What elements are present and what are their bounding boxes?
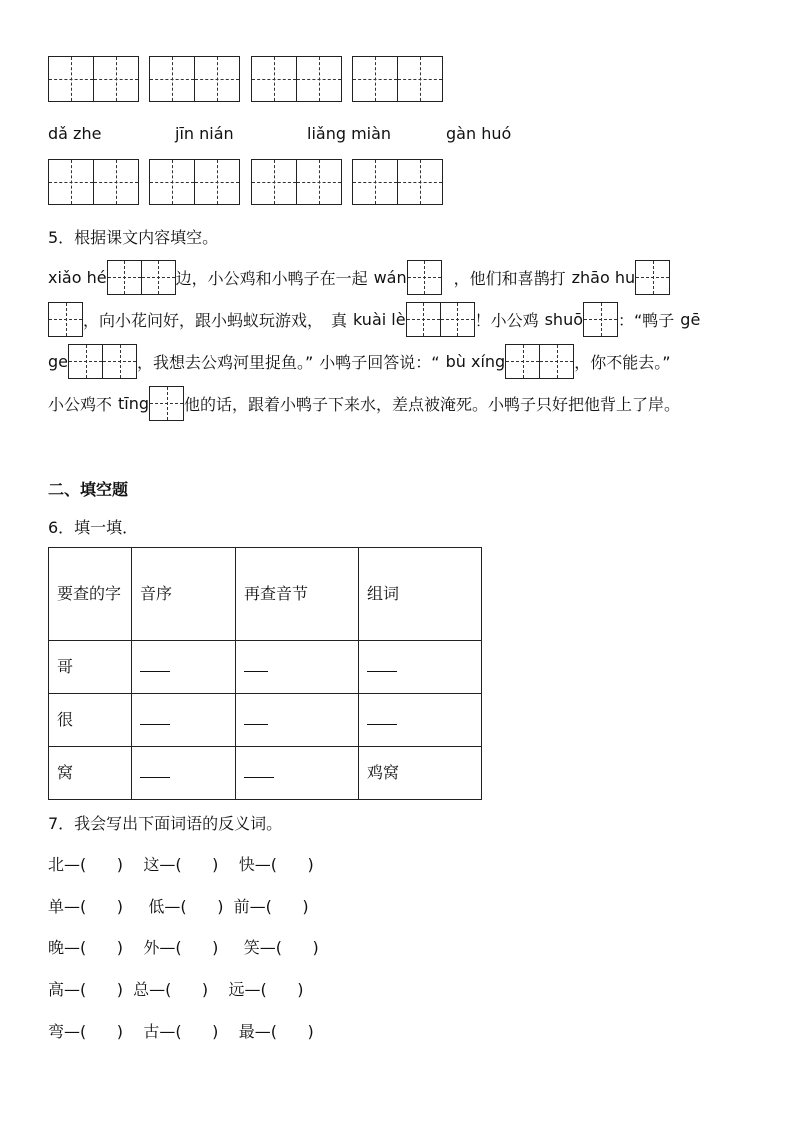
- table-answer-cell[interactable]: [236, 694, 359, 747]
- table-answer-cell[interactable]: [236, 641, 359, 694]
- table-answer-cell[interactable]: [236, 747, 359, 800]
- writing-cell[interactable]: [149, 159, 195, 205]
- writing-grid-row-1: [251, 56, 342, 102]
- writing-grid-row-1: [352, 56, 443, 102]
- question-7-title: 7．我会写出下面词语的反义词。: [48, 814, 283, 833]
- writing-cell[interactable]: [398, 56, 443, 102]
- question-5-line-4: [48, 383, 680, 423]
- question-5-line-2: [48, 299, 700, 339]
- table-header-cell: 组词: [359, 548, 482, 641]
- writing-cell[interactable]: [297, 56, 342, 102]
- writing-grid-row-2: [48, 159, 139, 205]
- writing-cell[interactable]: [441, 302, 475, 337]
- answer-blank[interactable]: [244, 763, 274, 778]
- question-5-line-3: [48, 341, 670, 381]
- writing-cell[interactable]: [398, 159, 443, 205]
- writing-cell[interactable]: [149, 56, 195, 102]
- writing-cell[interactable]: [352, 56, 398, 102]
- table-answer-cell[interactable]: [359, 641, 482, 694]
- table-word-cell: 鸡窝: [359, 747, 482, 800]
- writing-cell[interactable]: [94, 159, 139, 205]
- table-header-cell: 音序: [132, 548, 236, 641]
- table-char-cell: 哥: [49, 641, 132, 694]
- writing-grid-row-2: [149, 159, 240, 205]
- antonym-line[interactable]: 高—( ) 总—( ) 远—( ): [48, 980, 304, 999]
- writing-cell[interactable]: [48, 302, 83, 337]
- answer-blank[interactable]: [140, 763, 170, 778]
- pinyin-label: gàn huó: [446, 124, 512, 143]
- answer-blank[interactable]: [367, 710, 397, 725]
- table-header-row: [49, 548, 482, 641]
- table-answer-cell[interactable]: [132, 694, 236, 747]
- table-header-cell: 再查音节: [236, 548, 359, 641]
- table-header-cell: 要查的字: [49, 548, 132, 641]
- pinyin-text: bù xíng: [445, 351, 506, 371]
- writing-cell[interactable]: [107, 260, 142, 295]
- passage-text: ：“鸭子: [618, 310, 675, 330]
- passage-text: ，向小花问好，跟小蚂蚁玩游戏，: [83, 310, 324, 330]
- question-5-line-1: [48, 257, 670, 297]
- answer-blank[interactable]: [244, 710, 268, 725]
- writing-cell[interactable]: [195, 159, 240, 205]
- pinyin-text: wán: [373, 267, 407, 287]
- pinyin-text: shuō: [544, 309, 583, 329]
- table-row: [49, 747, 482, 800]
- answer-blank[interactable]: [140, 657, 170, 672]
- passage-text: ，我想去公鸡河里捉鱼。”: [137, 352, 314, 372]
- antonym-line[interactable]: 单—( ) 低—( ) 前—( ): [48, 897, 309, 916]
- writing-grid-row-1: [149, 56, 240, 102]
- pinyin-text: gē: [680, 309, 701, 329]
- writing-grid-row-2: [251, 159, 342, 205]
- writing-cell[interactable]: [635, 260, 670, 295]
- writing-cell[interactable]: [251, 56, 297, 102]
- table-answer-cell[interactable]: [132, 747, 236, 800]
- writing-cell[interactable]: [142, 260, 176, 295]
- antonym-line[interactable]: 弯—( ) 古—( ) 最—( ): [48, 1022, 314, 1041]
- lookup-table: [48, 547, 482, 800]
- writing-grid-row-1: [48, 56, 139, 102]
- pinyin-text: kuài lè: [353, 309, 406, 329]
- writing-cell[interactable]: [94, 56, 139, 102]
- antonym-line[interactable]: 晚—( ) 外—( ) 笑—( ): [48, 938, 319, 957]
- table-answer-cell[interactable]: [359, 694, 482, 747]
- writing-cell[interactable]: [297, 159, 342, 205]
- writing-cell[interactable]: [251, 159, 297, 205]
- writing-cell[interactable]: [406, 302, 441, 337]
- table-char-cell: 窝: [49, 747, 132, 800]
- writing-cell[interactable]: [48, 56, 94, 102]
- writing-cell[interactable]: [583, 302, 618, 337]
- writing-cell[interactable]: [149, 386, 184, 421]
- pinyin-text: ge: [48, 351, 68, 371]
- passage-text: 真: [331, 310, 348, 330]
- writing-cell[interactable]: [352, 159, 398, 205]
- question-6-title: 6．填一填．: [48, 518, 139, 537]
- writing-cell[interactable]: [103, 344, 137, 379]
- passage-text: 他的话，跟着小鸭子下来水，差点被淹死。小鸭子只好把他背上了岸。: [184, 394, 681, 414]
- pinyin-text: zhāo hu: [571, 267, 636, 287]
- pinyin-label: liǎng miàn: [307, 124, 392, 143]
- writing-cell[interactable]: [48, 159, 94, 205]
- writing-cell[interactable]: [505, 344, 540, 379]
- table-answer-cell[interactable]: [132, 641, 236, 694]
- writing-cell[interactable]: [68, 344, 103, 379]
- answer-blank[interactable]: [244, 657, 268, 672]
- answer-blank[interactable]: [367, 657, 397, 672]
- passage-text: 小公鸡不: [48, 394, 113, 414]
- writing-cell[interactable]: [407, 260, 442, 295]
- pinyin-label: jīn nián: [175, 124, 234, 143]
- pinyin-label: dǎ zhe: [48, 124, 102, 143]
- passage-text: ，你不能去。”: [574, 352, 671, 372]
- antonym-line[interactable]: 北—( ) 这—( ) 快—( ): [48, 855, 314, 874]
- question-5-title: 5．根据课文内容填空。: [48, 228, 219, 247]
- pinyin-text: xiǎo hé: [48, 267, 107, 287]
- table-row: [49, 694, 482, 747]
- writing-cell[interactable]: [540, 344, 574, 379]
- passage-text: ，他们和喜鹊打: [453, 268, 566, 288]
- answer-blank[interactable]: [140, 710, 170, 725]
- table-row: [49, 641, 482, 694]
- table-char-cell: 很: [49, 694, 132, 747]
- passage-text: ！小公鸡: [474, 310, 539, 330]
- passage-text: 小鸭子回答说：“: [319, 352, 440, 372]
- pinyin-text: tīng: [118, 393, 150, 413]
- writing-cell[interactable]: [195, 56, 240, 102]
- section-heading: 二、填空题: [48, 480, 129, 499]
- writing-grid-row-2: [352, 159, 443, 205]
- passage-text: 边，小公鸡和小鸭子在一起: [175, 268, 368, 288]
